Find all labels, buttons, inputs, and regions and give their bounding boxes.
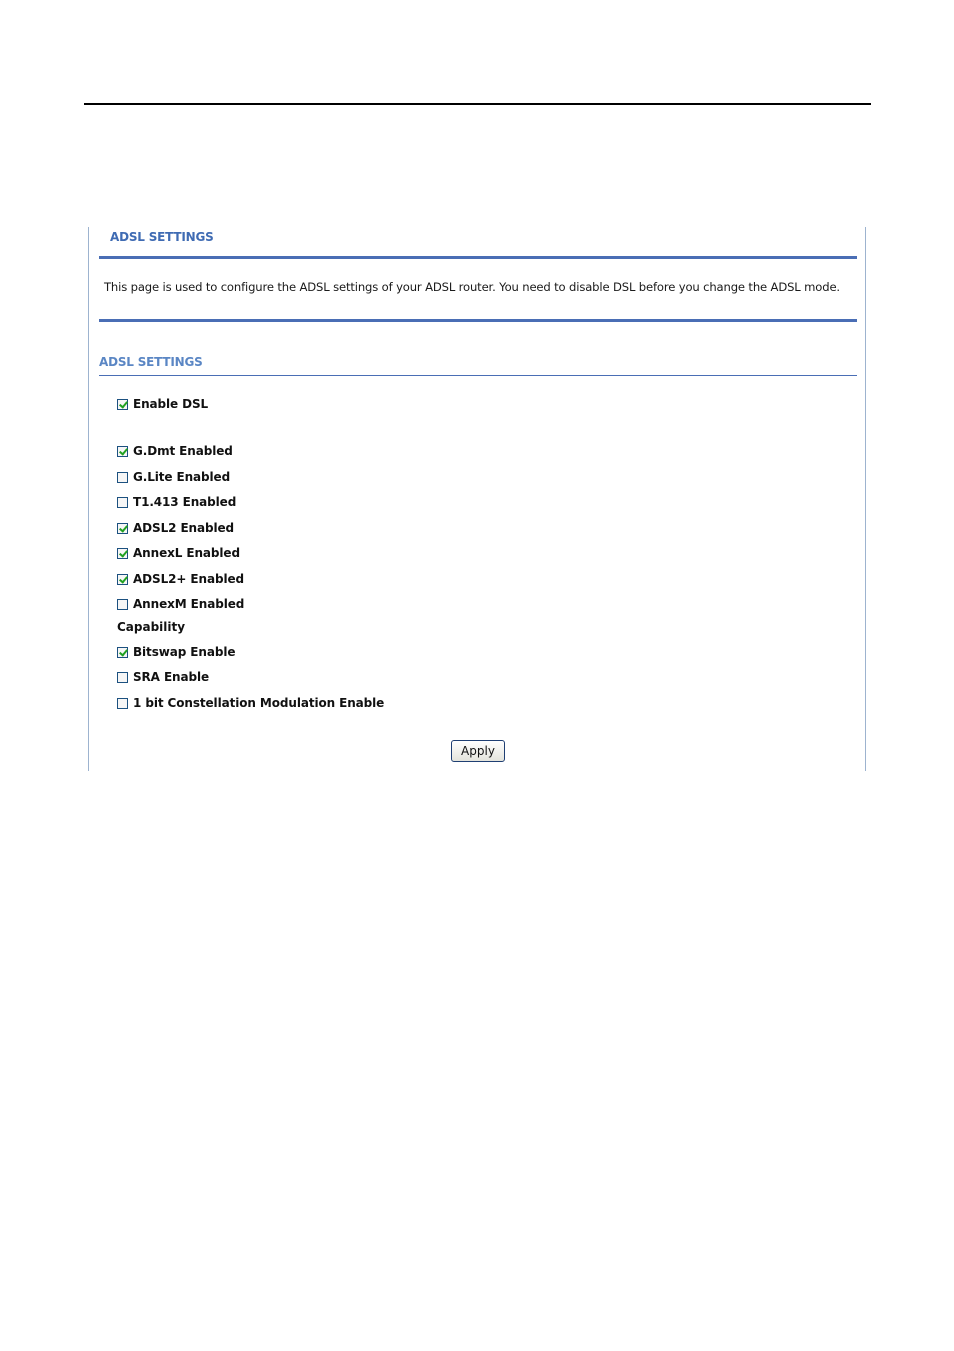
panel-right-border (865, 227, 866, 771)
option-1bit-constellation[interactable] (117, 695, 384, 711)
annexm-label: AnnexM Enabled (133, 597, 245, 611)
bitswap-checkbox[interactable] (117, 647, 128, 658)
option-annexl[interactable] (117, 545, 240, 561)
option-adsl2[interactable] (117, 520, 234, 536)
gdmt-checkbox[interactable] (117, 446, 128, 457)
1bit-constellation-label: 1 bit Constellation Modulation Enable (133, 696, 385, 710)
sra-checkbox[interactable] (117, 672, 128, 683)
title-divider (99, 256, 857, 259)
t1413-label: T1.413 Enabled (133, 495, 237, 509)
option-adsl2plus[interactable] (117, 571, 244, 587)
glite-checkbox[interactable] (117, 472, 128, 483)
page-title: ADSL SETTINGS (110, 230, 214, 244)
adsl2plus-label: ADSL2+ Enabled (133, 572, 244, 586)
enable-dsl-label: Enable DSL (133, 397, 209, 411)
gdmt-label: G.Dmt Enabled (133, 444, 233, 458)
enable-dsl-checkbox[interactable] (117, 399, 128, 410)
section-divider (99, 375, 857, 376)
apply-button[interactable]: Apply (451, 740, 505, 762)
option-gdmt[interactable] (117, 443, 233, 459)
description-divider (99, 319, 857, 322)
option-glite[interactable] (117, 469, 230, 485)
option-enable-dsl[interactable] (117, 396, 208, 412)
glite-label: G.Lite Enabled (133, 470, 231, 484)
annexm-checkbox[interactable] (117, 599, 128, 610)
bitswap-label: Bitswap Enable (133, 645, 236, 659)
panel-left-border (88, 227, 89, 771)
t1413-checkbox[interactable] (117, 497, 128, 508)
option-t1413[interactable] (117, 494, 236, 510)
annexl-checkbox[interactable] (117, 548, 128, 559)
annexl-label: AnnexL Enabled (133, 546, 240, 560)
option-sra[interactable] (117, 669, 209, 685)
option-annexm[interactable] (117, 596, 244, 612)
page-description: This page is used to configure the ADSL settings of your ADSL router. You need to disable DSL before you change the ADSL mode. (104, 280, 840, 294)
adsl2-label: ADSL2 Enabled (133, 521, 235, 535)
adsl2plus-checkbox[interactable] (117, 574, 128, 585)
sra-label: SRA Enable (133, 670, 210, 684)
option-bitswap[interactable] (117, 644, 235, 660)
adsl2-checkbox[interactable] (117, 523, 128, 534)
section-title: ADSL SETTINGS (99, 355, 203, 369)
1bit-constellation-checkbox[interactable] (117, 698, 128, 709)
document-header-rule (84, 103, 871, 105)
capability-label: Capability (117, 620, 186, 634)
